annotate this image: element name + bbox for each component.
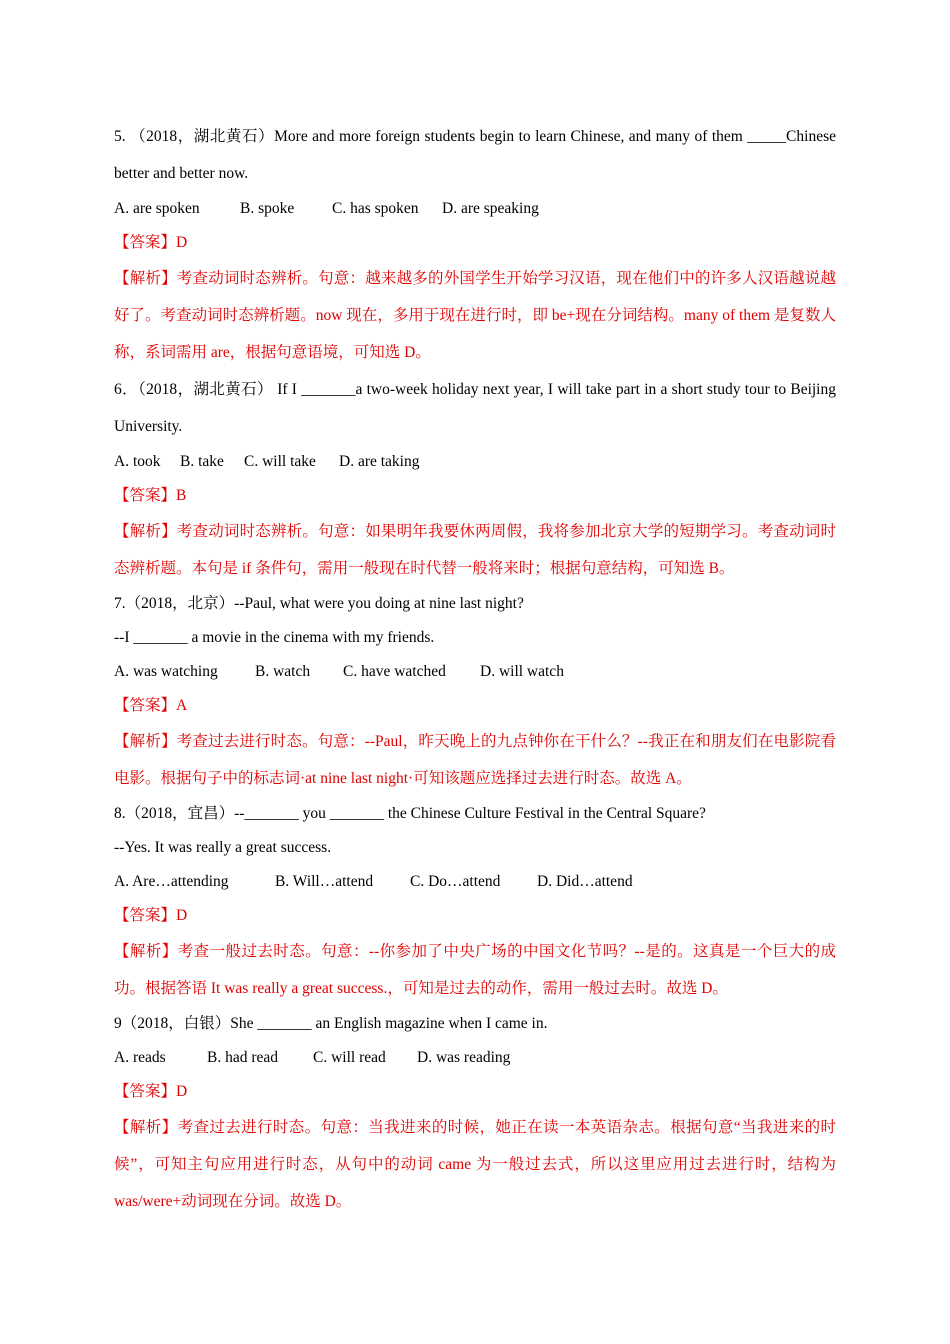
option-a: A. Are…attending <box>114 873 229 890</box>
option-b: B. take <box>180 453 224 470</box>
question-8-stem-2: --Yes. It was really a great success. <box>114 839 332 856</box>
option-c: C. will read <box>313 1049 386 1066</box>
option-a: A. took <box>114 453 161 470</box>
option-a: A. are spoken <box>114 200 200 217</box>
question-9-answer: 【答案】D <box>114 1083 188 1100</box>
option-d: D. Did…attend <box>537 873 633 890</box>
option-d: D. are speaking <box>442 200 539 217</box>
question-9-stem: 9（2018，白银）She _______ an English magazine when I came in. <box>114 1015 548 1032</box>
option-b: B. had read <box>207 1049 279 1066</box>
question-5-stem: 5. （2018，湖北黄石）More and more foreign students begin to learn Chinese, and many of them _____Chinese better and better now. <box>114 128 836 182</box>
question-6-analysis: 【解析】考查动词时态辨析。句意：如果明年我要休两周假，我将参加北京大学的短期学习。考查动词时态辨析题。本句是 if 条件句，需用一般现在时代替一般将来时；根据句意结构，可知选 B。 <box>114 523 836 577</box>
option-d: D. was reading <box>417 1049 511 1066</box>
question-8-analysis: 【解析】考查一般过去时态。句意：--你参加了中央广场的中国文化节吗？--是的。这真是一个巨大的成功。根据答语 It was really a great success.，可知是过去的动作，需用一般过去时。故选 D。 <box>114 943 836 997</box>
option-c: C. have watched <box>343 663 446 680</box>
question-8-answer: 【答案】D <box>114 907 188 924</box>
question-6-answer: 【答案】B <box>114 487 187 504</box>
option-a: A. was watching <box>114 663 218 680</box>
question-7-stem: 7.（2018，北京）--Paul, what were you doing at nine last night? <box>114 595 524 612</box>
question-6-stem: 6．（2018，湖北黄石） If I _______a two-week holiday next year, I will take part in a short study tour to Beijing University. <box>114 381 836 435</box>
question-9-analysis: 【解析】考查过去进行时态。句意：当我进来的时候，她正在读一本英语杂志。根据句意“当我进来的时候”，可知主句应用进行时态，从句中的动词 came 为一般过去式，所以这里应用过去进行时，结构为 was/were+动词现在分词。故选 D。 <box>114 1119 836 1210</box>
option-b: B. Will…attend <box>275 873 374 890</box>
question-6-options <box>114 445 836 479</box>
option-a: A. reads <box>114 1049 166 1066</box>
question-7-stem-2: --I _______ a movie in the cinema with my friends. <box>114 629 435 646</box>
question-5-answer: 【答案】D <box>114 234 188 251</box>
question-7-options <box>114 655 836 689</box>
option-b: B. watch <box>255 663 311 680</box>
question-7-analysis: 【解析】考查过去进行时态。句意：--Paul，昨天晚上的九点钟你在干什么？--我正在和朋友们在电影院看电影。根据句子中的标志词·at nine last night·可知该题应选择过去进行时态。故选 A。 <box>114 733 836 787</box>
question-9-options <box>114 1041 836 1075</box>
question-8-options <box>114 865 836 899</box>
question-5-options <box>114 192 836 226</box>
option-c: C. Do…attend <box>410 873 501 890</box>
option-d: D. are taking <box>339 453 420 470</box>
option-c: C. has spoken <box>332 200 419 217</box>
question-5-analysis: 【解析】考查动词时态辨析。句意：越来越多的外国学生开始学习汉语，现在他们中的许多人汉语越说越好了。考查动词时态辨析题。now 现在，多用于现在进行时，即 be+现在分词结构。many of them 是复数人称，系词需用 are，根据句意语境，可知选 D。 <box>114 270 836 361</box>
option-d: D. will watch <box>480 663 564 680</box>
option-b: B. spoke <box>240 200 295 217</box>
question-8-stem: 8.（2018，宜昌）--_______ you _______ the Chinese Culture Festival in the Central Square? <box>114 805 706 822</box>
option-c: C. will take <box>244 453 316 470</box>
question-7-answer: 【答案】A <box>114 697 188 714</box>
document-page <box>114 119 836 1220</box>
